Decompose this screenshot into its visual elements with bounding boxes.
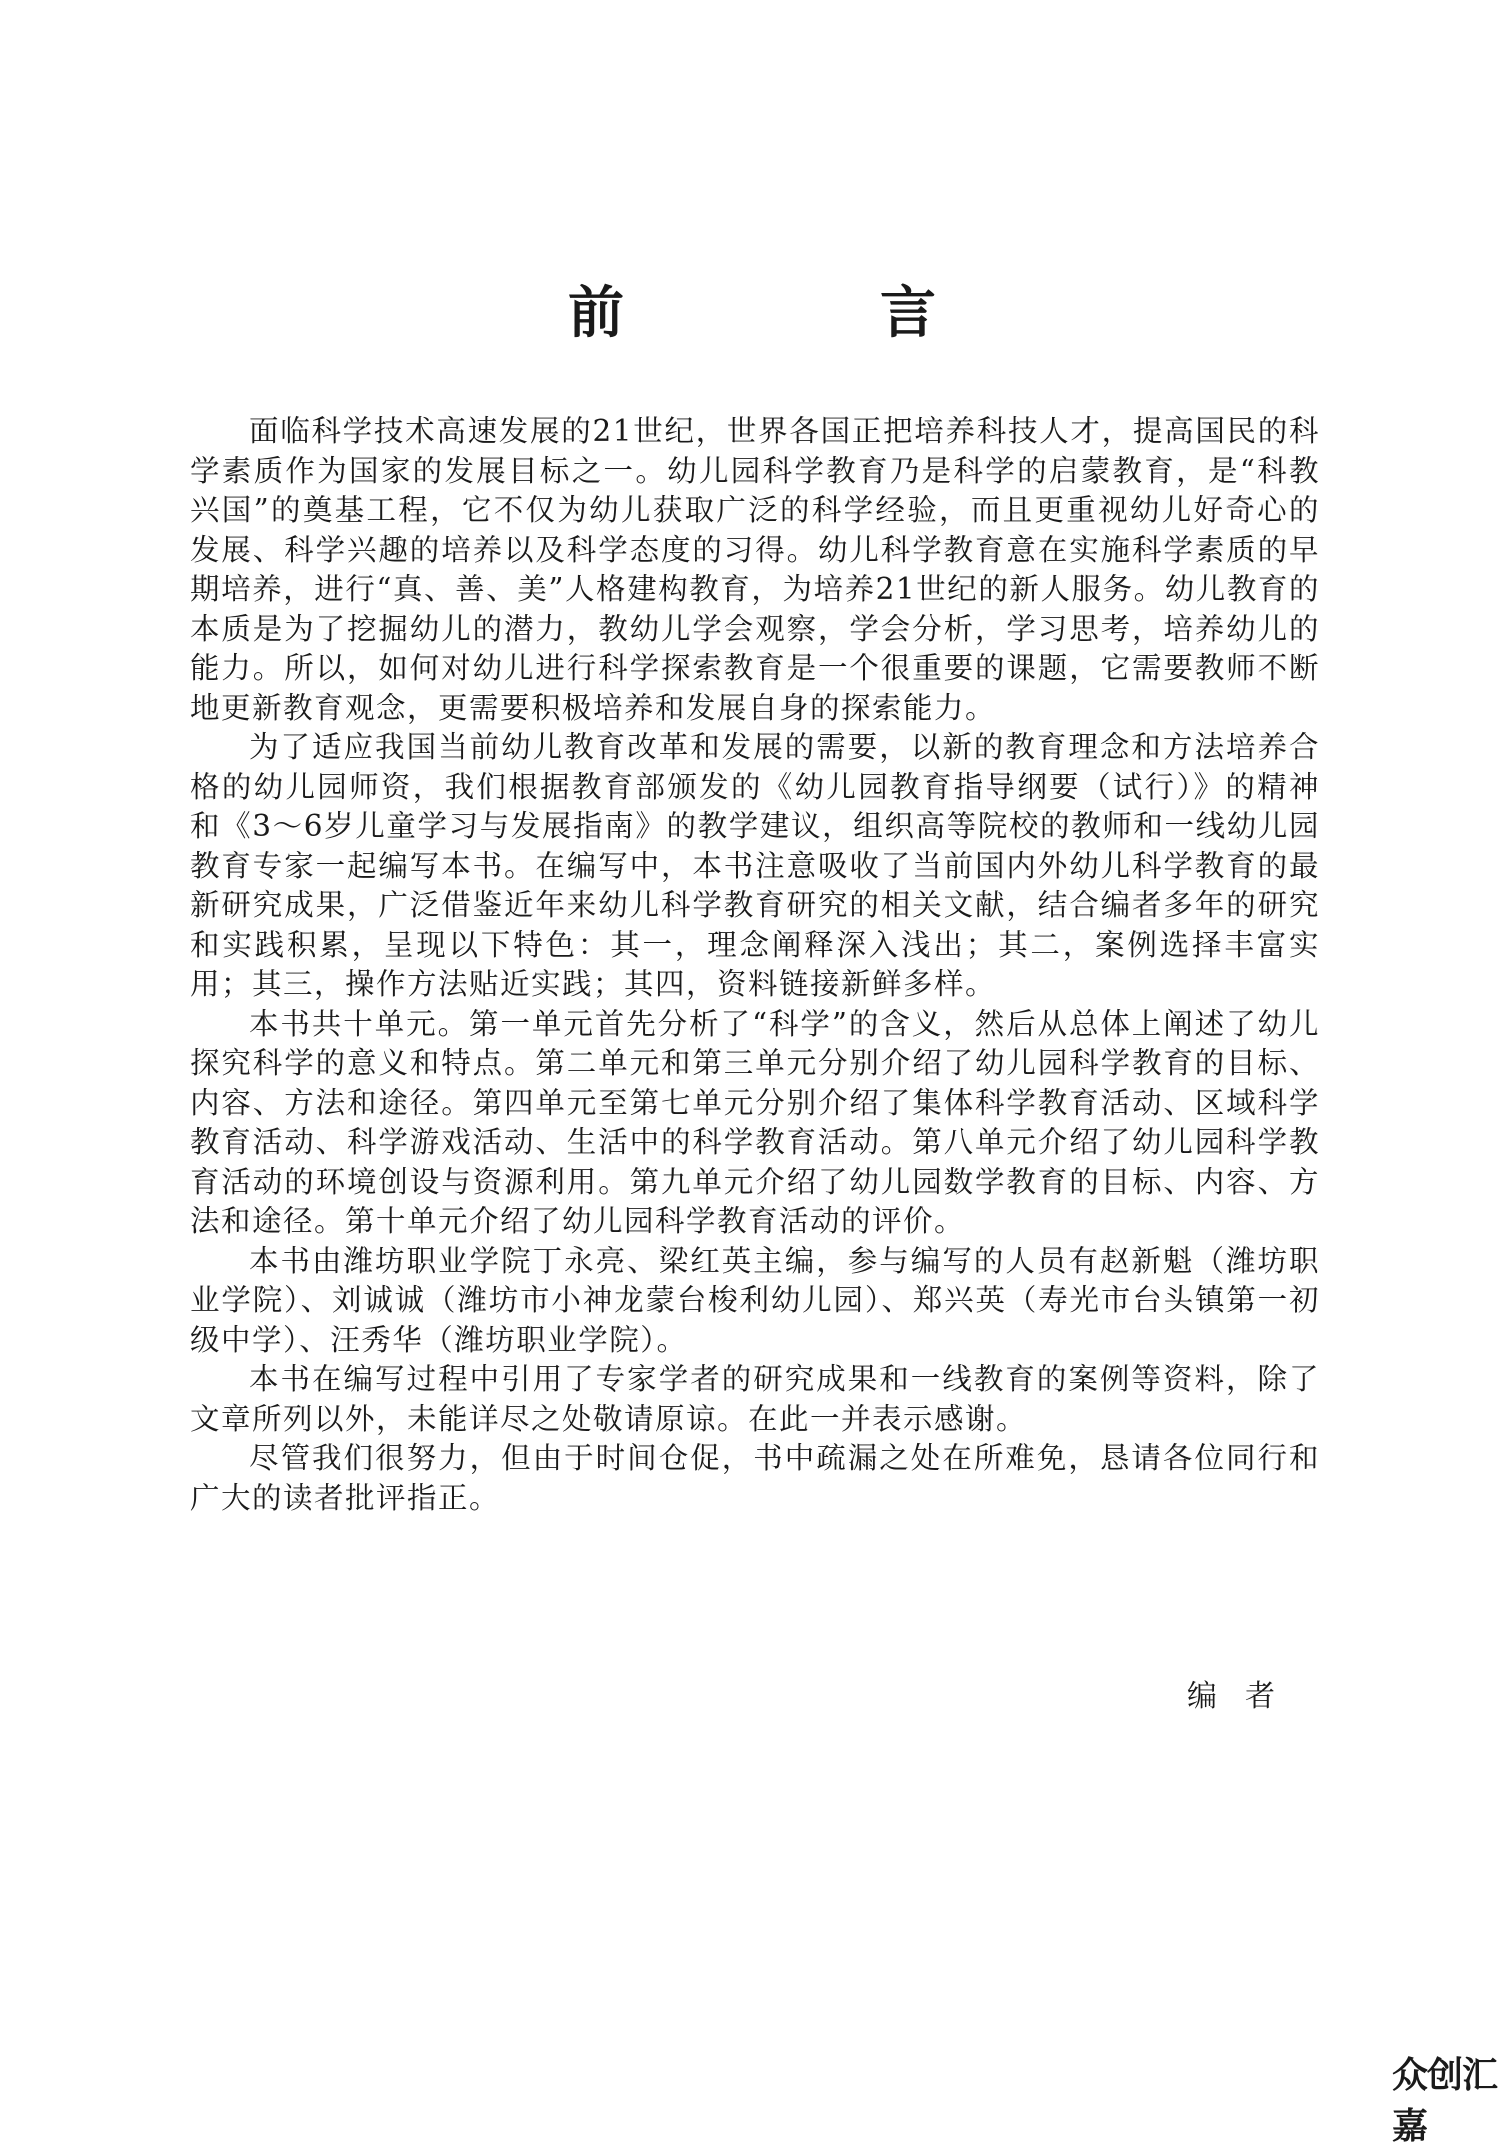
signature: 编者 — [1187, 1679, 1303, 1714]
page-title: 前 言 — [568, 281, 1036, 346]
paragraph: 为了适应我国当前幼儿教育改革和发展的需要，以新的教育理念和方法培养合格的幼儿园师资，我们根据教育部颁发的《幼儿园教育指导纲要（试行）》的精神和《3～6岁儿童学习与发展指南》的教学建议，组织高等院校的教师和一线幼儿园教育专家一起编写本书。在编写中，本书注意吸收了当前国内外幼儿科学教育的最新研究成果，广泛借鉴近年来幼儿科学教育研究的相关文献，结合编者多年的研究和实践积累，呈现以下特色：其一，理念阐释深入浅出；其二，案例选择丰富实用；其三，操作方法贴近实践；其四，资料链接新鲜多样。 — [190, 730, 1320, 1001]
paragraph: 本书在编写过程中引用了专家学者的研究成果和一线教育的案例等资料，除了文章所列以外，未能详尽之处敬请原谅。在此一并表示感谢。 — [190, 1362, 1320, 1436]
paragraph: 本书由潍坊职业学院丁永亮、梁红英主编，参与编写的人员有赵新魁（潍坊职业学院）、刘诚诚（潍坊市小神龙蒙台梭利幼儿园）、郑兴英（寿光市台头镇第一初级中学）、汪秀华（潍坊职业学院）。 — [190, 1243, 1320, 1357]
paragraph: 尽管我们很努力，但由于时间仓促，书中疏漏之处在所难免，恳请各位同行和广大的读者批评指正。 — [190, 1441, 1320, 1515]
watermark-logo: 众创汇嘉 — [1392, 2055, 1498, 2147]
paragraph: 本书共十单元。第一单元首先分析了“科学”的含义，然后从总体上阐述了幼儿探究科学的意义和特点。第二单元和第三单元分别介绍了幼儿园科学教育的目标、内容、方法和途径。第四单元至第七单元分别介绍了集体科学教育活动、区域科学教育活动、科学游戏活动、生活中的科学教育活动。第八单元介绍了幼儿园科学教育活动的环境创设与资源利用。第九单元介绍了幼儿园数学教育的目标、内容、方法和途径。第十单元介绍了幼儿园科学教育活动的评价。 — [190, 1006, 1320, 1238]
paragraph: 面临科学技术高速发展的21世纪，世界各国正把培养科技人才，提高国民的科学素质作为国家的发展目标之一。幼儿园科学教育乃是科学的启蒙教育，是“科教兴国”的奠基工程，它不仅为幼儿获取广泛的科学经验，而且更重视幼儿好奇心的发展、科学兴趣的培养以及科学态度的习得。幼儿科学教育意在实施科学素质的早期培养，进行“真、善、美”人格建构教育，为培养21世纪的新人服务。幼儿教育的本质是为了挖掘幼儿的潜力，教幼儿学会观察，学会分析，学习思考，培养幼儿的能力。所以，如何对幼儿进行科学探索教育是一个很重要的课题，它需要教师不断地更新教育观念，更需要积极培养和发展自身的探索能力。 — [190, 414, 1320, 725]
preface-body — [190, 412, 1320, 1518]
